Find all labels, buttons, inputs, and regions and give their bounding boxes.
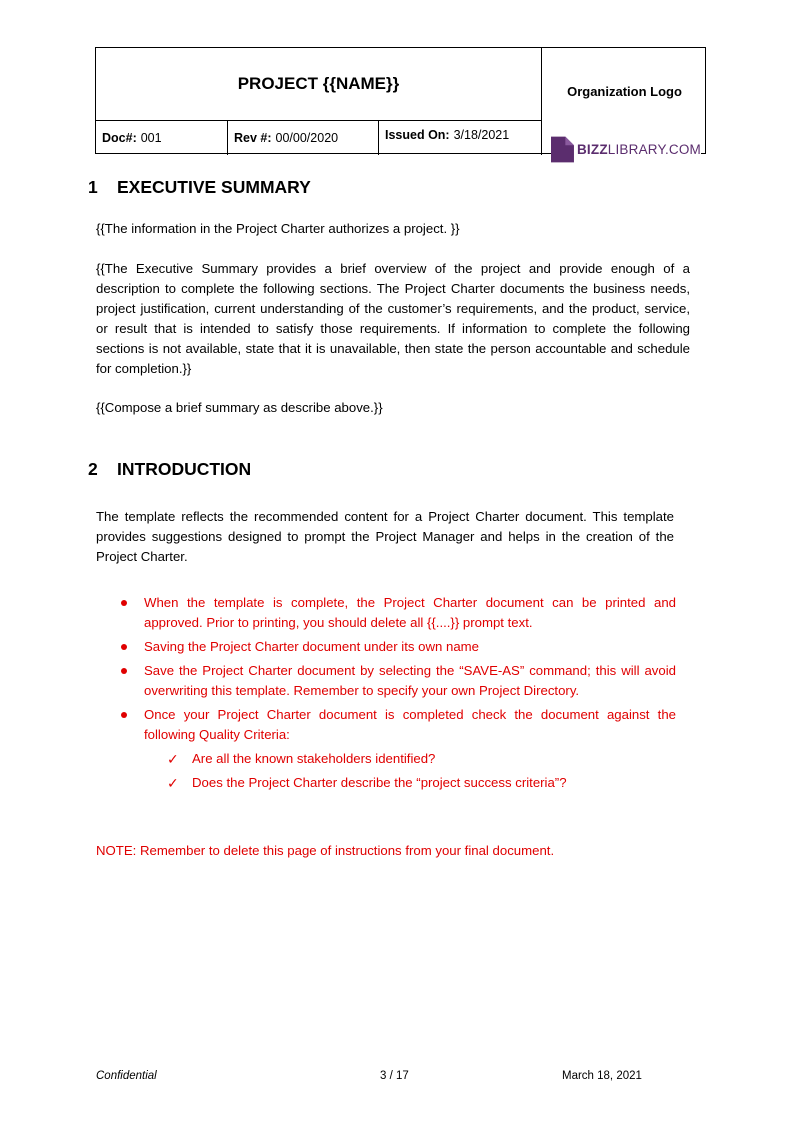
bullet-icon [121,600,127,606]
footer-page-number: 3 / 17 [380,1070,409,1082]
revision-cell [228,121,379,155]
quality-criteria-list [144,749,676,793]
bizzlibrary-logo [551,135,701,163]
bullet-icon [121,712,127,718]
list-item: ✓ Are all the known stakeholders identified? [167,751,436,767]
issued-on-cell [379,121,542,155]
section-title: INTRODUCTION [117,459,252,479]
instructions-note: NOTE: Remember to delete this page of instructions from your final document. [96,843,555,858]
footer-confidential: Confidential [96,1070,157,1082]
section-number: 2 [88,459,98,479]
list-item: When the template is complete, the Project Charter document can be printed and approved. Prior to printing, you should delete all {{....}} prompt text. [96,593,676,633]
checkmark-icon: ✓ [167,751,179,767]
introduction-body: The template reflects the recommended content for a Project Charter document. This template provides suggestions designed to prompt the Project Manager and helps in the creation of the Project Charter. [96,509,674,564]
bullet-icon [121,644,127,650]
list-item: Once your Project Charter document is completed check the document against the following Quality Criteria: ✓ Are all the known stakeholders identified? ✓ Does the Project Charter describe the “project success criteria”? [96,705,676,793]
list-item: ✓ Does the Project Charter describe the “project success criteria”? [167,775,567,791]
organization-logo-placeholder: Organization Logo [567,83,682,99]
footer-date: March 18, 2021 [562,1070,642,1082]
instruction-list [96,593,676,797]
section-number: 1 [88,177,98,197]
revision-value: 00/00/2020 [275,131,339,145]
issued-on-value: 3/18/2021 [453,128,510,142]
section-title: EXECUTIVE SUMMARY [117,177,311,197]
list-item: Save the Project Charter document by selecting the “SAVE-AS” command; this will avoid overwriting this template. Remember to specify your own Project Directory. [96,661,676,701]
doc-number-cell [96,121,228,155]
bullet-icon [121,668,127,674]
executive-summary-prompt: {{Compose a brief summary as describe above.}} [96,400,383,415]
document-logo-icon [551,136,574,163]
doc-number-label: Doc#: [102,131,137,145]
executive-summary-body: {{The Executive Summary provides a brief overview of the project and provide enough of a description to complete the following sections. The Project Charter documents the business needs, project justification, current understanding of the customer’s requirements, and the product, service, or result that is intended to satisfy those requirements. If information to complete the following sections is not available, state that it is unavailable, then state the person accountable and schedule for completion.}} [96,261,690,376]
brand-name: BIZZLIBRARY.COM [576,141,701,157]
doc-number-value: 001 [140,131,162,145]
executive-summary-intro: {{The information in the Project Charter authorizes a project. }} [96,221,460,236]
section-heading-executive-summary [88,177,311,198]
checkmark-icon: ✓ [167,775,179,791]
project-title: PROJECT {{NAME}} [96,48,542,121]
section-heading-introduction [88,459,251,480]
issued-on-label: Issued On: [385,128,450,142]
list-item: Saving the Project Charter document under its own name [96,637,676,657]
revision-label: Rev #: [234,131,272,145]
